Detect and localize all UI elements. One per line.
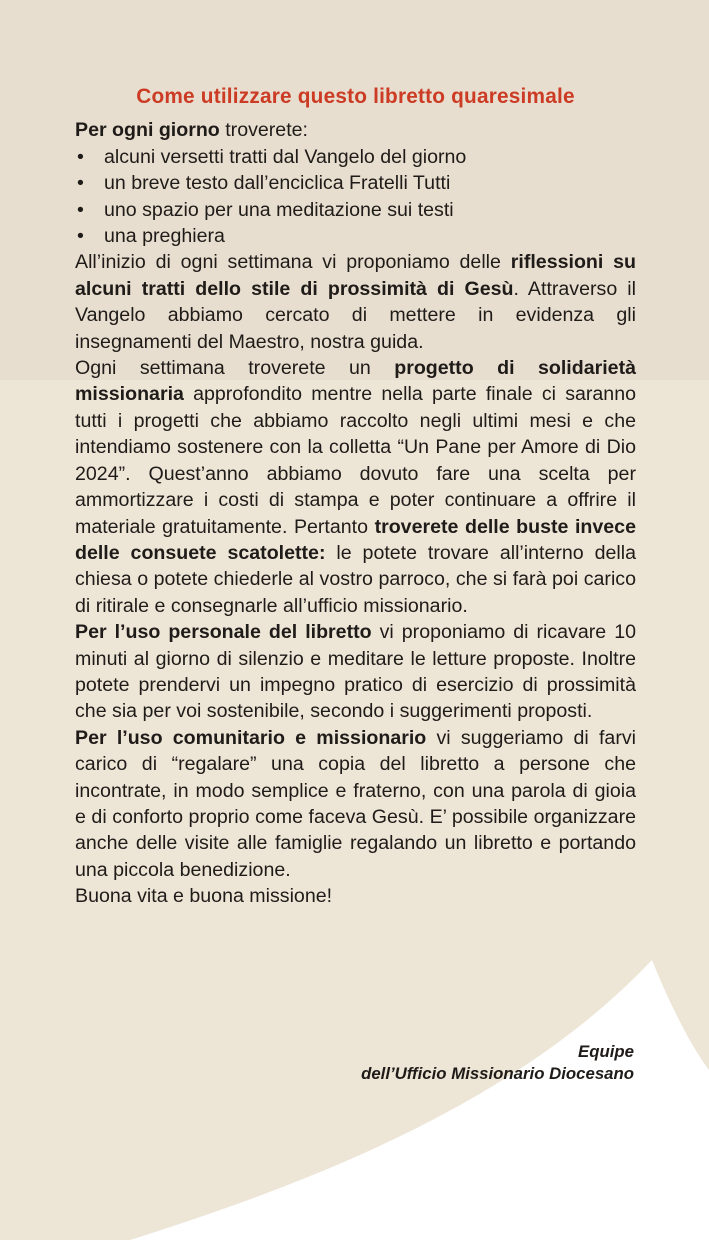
daily-contents-list bbox=[75, 144, 636, 250]
intro-bold: Per ogni giorno bbox=[75, 119, 220, 142]
para3-text: vi proponiamo di ricavare 10 minuti al giorno di silenzio e meditare le letture proposte. Inoltre potete prendervi un impegno pratico di esercizio di prossimità che sia per voi sostenibile, secondo i suggerimenti proposti. bbox=[75, 621, 636, 723]
para2-text-mid: approfondito mentre nella parte finale ci saranno tutti i progetti che abbiamo raccolto negli ultimi mesi e che intendiamo sostenere con la colletta “Un Pane per Amore di Dio 2024”. Quest’anno abbiamo dovuto fare una scelta per ammortizzare i costi di stampa e poter continuare a offrire il materiale gratuitamente. Pertanto bbox=[75, 383, 636, 538]
para2-text-end: le potete trovare all’interno della chiesa o potete chiederle al vostro parroco, che si farà poi carico di ritirale e consegnarle all’ufficio missionario. bbox=[75, 541, 636, 617]
paragraph-solidarity-project bbox=[75, 355, 636, 619]
signature bbox=[361, 1041, 634, 1085]
para3-bold: Per l’uso personale del libretto bbox=[75, 621, 372, 644]
para1-text-end: . Attraverso il Vangelo abbiamo cercato di mettere in evidenza gli insegnamenti del Maestro, nostra guida. bbox=[75, 277, 636, 353]
para1-text: All’inizio di ogni settimana vi proponiamo delle bbox=[75, 251, 511, 274]
paragraph-weekly-reflections bbox=[75, 249, 636, 355]
list-item: • alcuni versetti tratti dal Vangelo del giorno bbox=[75, 144, 636, 170]
page-title: Come utilizzare questo libretto quaresimale bbox=[136, 85, 575, 108]
paragraph-personal-use bbox=[75, 619, 636, 725]
para4-bold: Per l’uso comunitario e missionario bbox=[75, 726, 427, 749]
intro-rest: troverete: bbox=[219, 119, 308, 142]
paragraph-community-use bbox=[75, 725, 636, 883]
intro-line bbox=[75, 117, 636, 143]
list-item: • una preghiera bbox=[75, 223, 636, 249]
closing-line: Buona vita e buona missione! bbox=[75, 885, 333, 908]
list-item: • un breve testo dall’enciclica Fratelli Tutti bbox=[75, 170, 636, 196]
para2-text: Ogni settimana troverete un bbox=[75, 357, 395, 380]
signature-line-2: dell’Ufficio Missionario Diocesano bbox=[361, 1064, 634, 1083]
list-item: • uno spazio per una meditazione sui testi bbox=[75, 197, 636, 223]
para1-bold: riflessioni su alcuni tratti dello stile di prossimità di Gesù bbox=[75, 251, 636, 300]
para4-text: vi suggeriamo di farvi carico di “regalare” una copia del libretto a persone che incontrate, in modo semplice e fraterno, con una parola di gioia e di conforto proprio come faceva Gesù. E’ possibile organizzare anche delle visite alle famiglie regalando un libretto e portando una piccola benedizione. bbox=[75, 726, 636, 881]
instructions-page bbox=[75, 84, 636, 910]
para2-bold-envelopes: troverete delle buste invece delle consuete scatolette: bbox=[75, 515, 636, 564]
signature-line-1: Equipe bbox=[578, 1042, 634, 1061]
para2-bold-project: progetto di solidarietà missionaria bbox=[75, 357, 636, 406]
